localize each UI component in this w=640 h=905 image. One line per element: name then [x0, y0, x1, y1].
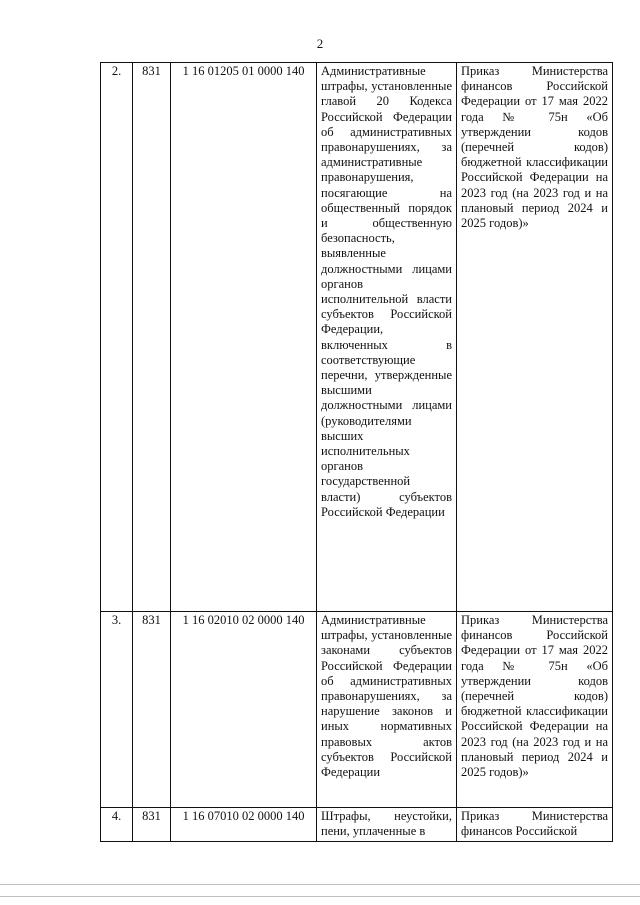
- page-bottom-rule: [0, 896, 640, 897]
- administrator-code: 831: [133, 63, 171, 612]
- table-row: [101, 612, 613, 808]
- table-row: [101, 808, 613, 842]
- administrator-code: 831: [133, 612, 171, 808]
- row-number: 2.: [101, 63, 133, 612]
- income-description: Административные штрафы, установленные главой 20 Кодекса Российской Федерации об административных правонарушениях, за административные правонарушения, посягающие на общественный порядок и общественную безопасность, выявленные должностными лицами органов исполнительной власти субъектов Российской Федерации, включенных в соответствующие перечни, утвержденные высшими должностными лицами (руководителями высших исполнительных органов государственной власти) субъектов Российской Федерации: [317, 63, 457, 612]
- budget-classification-code: 1 16 01205 01 0000 140: [171, 63, 317, 612]
- table-row: [101, 63, 613, 612]
- page-number: 2: [316, 36, 324, 51]
- page-bottom-rule: [0, 884, 640, 885]
- row-number: 3.: [101, 612, 133, 808]
- income-description: Административные штрафы, установленные законами субъектов Российской Федерации об административных правонарушениях, за нарушение законов и иных нормативных правовых актов субъектов Российской Федерации: [317, 612, 457, 808]
- budget-classification-code: 1 16 07010 02 0000 140: [171, 808, 317, 842]
- legal-basis: Приказ Министерства финансов Российской Федерации от 17 мая 2022 года № 75н «Об утверждении кодов (перечней кодов) бюджетной классификации Российской Федерации на 2023 год (на 2023 год и на плановый период 2024 и 2025 годов)»: [457, 612, 613, 808]
- income-description: Штрафы, неустойки, пени, уплаченные в: [317, 808, 457, 842]
- budget-classification-code: 1 16 02010 02 0000 140: [171, 612, 317, 808]
- legal-basis: Приказ Министерства финансов Российской: [457, 808, 613, 842]
- income-codes-table: [100, 62, 613, 842]
- administrator-code: 831: [133, 808, 171, 842]
- legal-basis: Приказ Министерства финансов Российской Федерации от 17 мая 2022 года № 75н «Об утверждении кодов (перечней кодов) бюджетной классификации Российской Федерации на 2023 год (на 2023 год и на плановый период 2024 и 2025 годов)»: [457, 63, 613, 612]
- row-number: 4.: [101, 808, 133, 842]
